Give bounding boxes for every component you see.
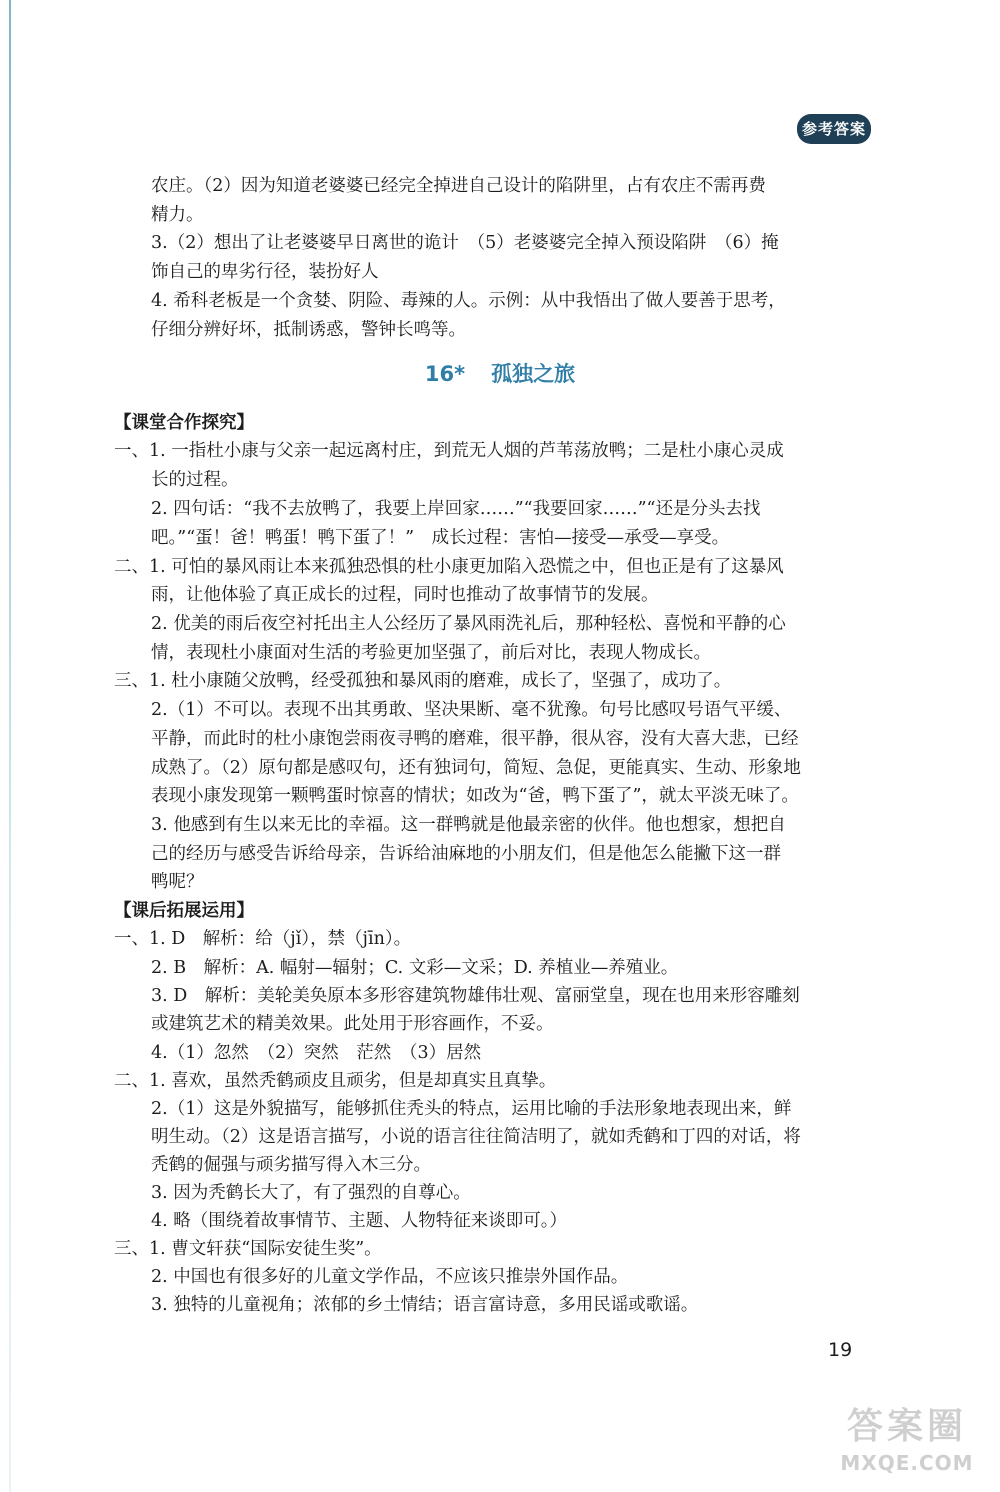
text-line: 2. 优美的雨后夜空衬托出主人公经历了暴风雨洗礼后，那种轻松、喜悦和平静的心 [151,614,786,634]
text-line: 二、1. 可怕的暴风雨让本来孤独恐惧的杜小康更加陷入恐慌之中，但也正是有了这暴风 [114,557,784,577]
text-line: 己的经历与感受告诉给母亲，告诉给油麻地的小朋友们，但是他怎么能撇下这一群 [151,844,781,864]
text-line: 2.（1）不可以。表现不出其勇敢、坚决果断、毫不犹豫。句号比感叹号语气平缓、 [151,700,792,720]
text-line: 鸭呢？ [151,872,204,892]
lesson-name: 孤独之旅 [491,362,576,386]
section-heading-extension: 【课后拓展运用】 [114,901,254,921]
watermark-logo-text: 答案圈 [846,1406,967,1447]
text-line: 2. 四句话：“我不去放鸭了，我要上岸回家……”“我要回家……”“还是分头去找 [151,499,761,519]
text-line: 三、1. 杜小康随父放鸭，经受孤独和暴风雨的磨难，成长了，坚强了，成功了。 [114,671,732,691]
text-line: 平静，而此时的杜小康饱尝雨夜寻鸭的磨难，很平静，很从容，没有大喜大悲，已经 [151,729,799,749]
text-line: 3.（2）想出了让老婆婆早日离世的诡计 （5）老婆婆完全掉入预设陷阱 （6）掩 [151,233,779,253]
text-line: 4. 略（围绕着故事情节、主题、人物特征来谈即可。） [151,1211,568,1231]
text-line: 农庄。（2）因为知道老婆婆已经完全掉进自己设计的陷阱里，占有农庄不需再费 [151,176,766,196]
text-line: 雨，让他体验了真正成长的过程，同时也推动了故事情节的发展。 [151,585,659,605]
text-line: 2.（1）这是外貌描写，能够抓住秃头的特点，运用比喻的手法形象地表现出来，鲜 [151,1099,792,1119]
text-line: 3. D 解析：美轮美奂原本多形容建筑物雄伟壮观、富丽堂皇，现在也用来形容雕刻 [151,986,800,1006]
page-number: 19 [828,1339,853,1361]
section-heading-classroom: 【课堂合作探究】 [114,413,254,433]
lesson-title [0,358,1000,388]
text-line: 2. 中国也有很多好的儿童文学作品，不应该只推崇外国作品。 [151,1267,629,1287]
text-line: 3. 因为秃鹤长大了，有了强烈的自尊心。 [151,1183,471,1203]
watermark-logo [818,1404,996,1490]
text-line: 精力。 [151,205,204,225]
text-line: 仔细分辨好坏，抵制诱惑，警钟长鸣等。 [151,320,466,340]
text-line: 或建筑艺术的精美效果。此处用于形容画作，不妥。 [151,1014,554,1034]
text-line: 秃鹤的倔强与顽劣描写得入木三分。 [151,1155,431,1175]
text-line: 成熟了。（2）原句都是感叹句，还有独词句，简短、急促，更能真实、生动、形象地 [151,758,801,778]
lesson-number: 16* [424,362,466,386]
text-line: 表现小康发现第一颗鸭蛋时惊喜的情状；如改为“爸，鸭下蛋了”，就太平淡无味了。 [151,786,799,806]
page-edge-line [9,0,11,1492]
text-line: 长的过程。 [151,470,239,490]
text-line: 一、1. 一指杜小康与父亲一起远离村庄，到荒无人烟的芦苇荡放鸭；二是杜小康心灵成 [114,441,784,461]
text-line: 2. B 解析：A. 幅射—辐射；C. 文彩—文采；D. 养植业—养殖业。 [151,958,679,978]
text-line: 情，表现杜小康面对生活的考验更加坚强了，前后对比，表现人物成长。 [151,643,711,663]
text-line: 二、1. 喜欢，虽然秃鹤顽皮且顽劣，但是却真实且真挚。 [114,1071,557,1091]
text-line: 一、1. D 解析：给（jǐ），禁（jīn）。 [114,929,412,949]
text-line: 4. 希科老板是一个贪婪、阴险、毒辣的人。示例：从中我悟出了做人要善于思考， [151,291,786,311]
answer-key-badge: 参考答案 [797,114,871,144]
watermark-url: MXQE.COM [840,1451,974,1475]
text-line: 明生动。（2）这是语言描写，小说的语言往往简洁明了，就如秃鹤和丁四的对话，将 [151,1127,801,1147]
text-line: 3. 他感到有生以来无比的幸福。这一群鸭就是他最亲密的伙伴。他也想家，想把自 [151,815,786,835]
text-line: 3. 独特的儿童视角；浓郁的乡土情结；语言富诗意，多用民谣或歌谣。 [151,1295,699,1315]
text-line: 三、1. 曹文轩获“国际安徒生奖”。 [114,1239,382,1259]
text-line: 吧。”“蛋！爸！鸭蛋！鸭下蛋了！” 成长过程：害怕—接受—承受—享受。 [151,528,730,548]
text-line: 饰自己的卑劣行径，装扮好人 [151,262,379,282]
text-line: 4.（1）忽然 （2）突然 茫然 （3）居然 [151,1043,482,1063]
